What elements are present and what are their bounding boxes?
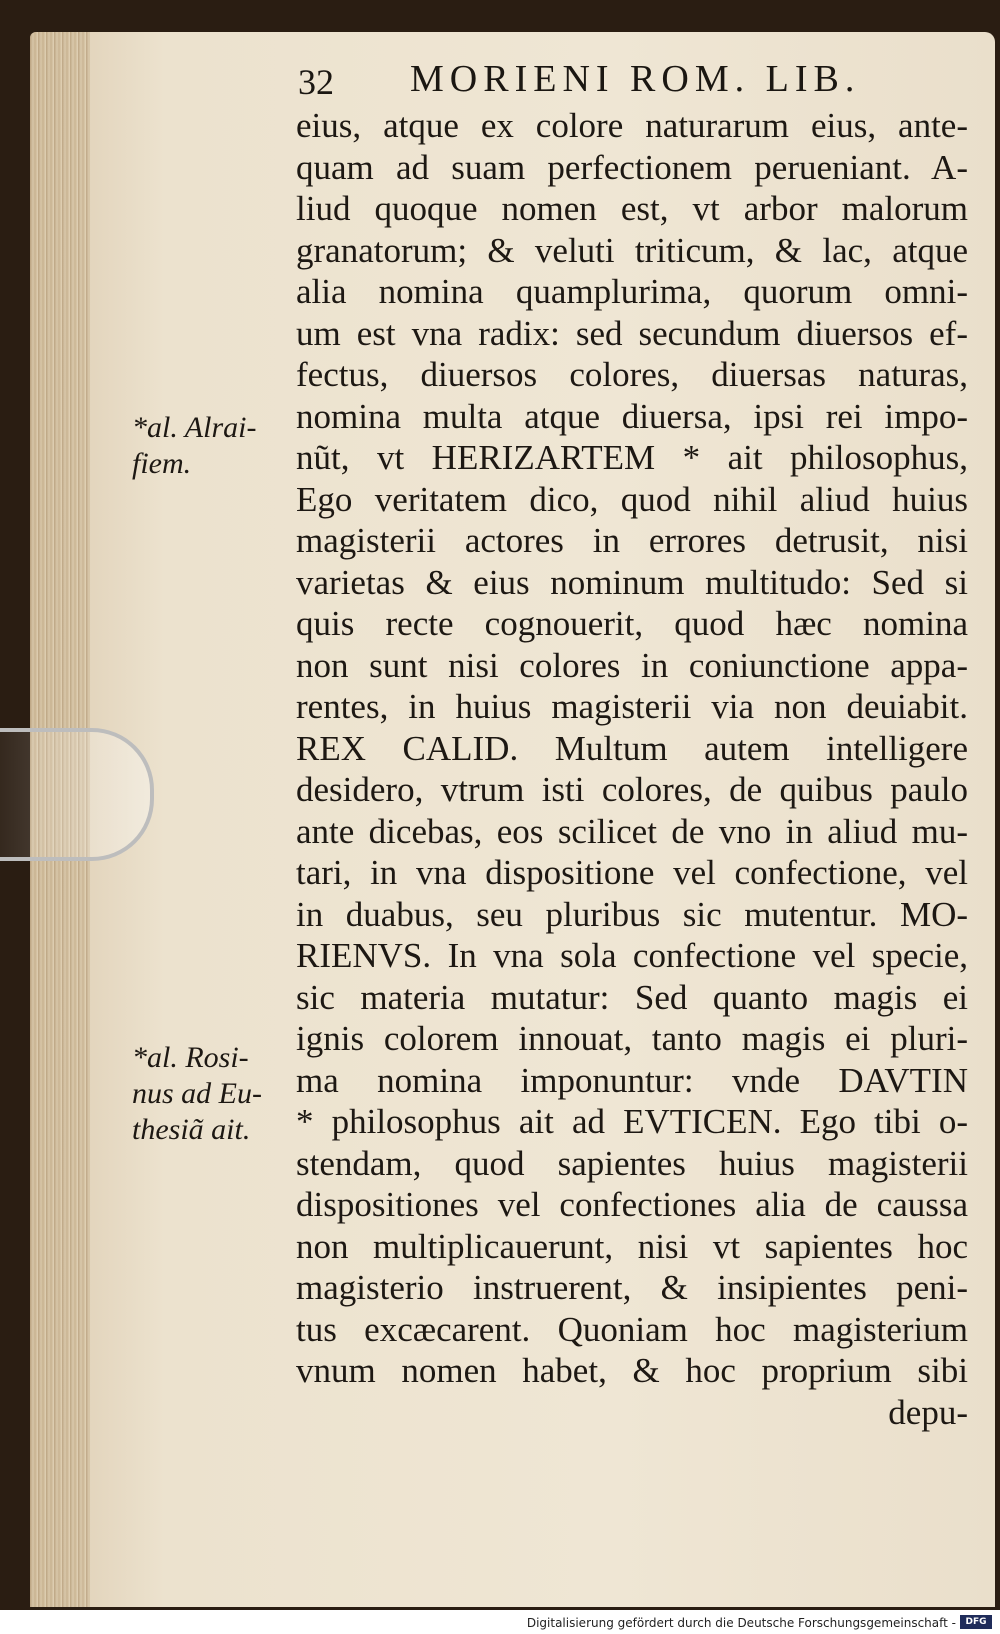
text-line: um est vna radix: sed secundum diuersos ef- [296, 313, 968, 353]
body-text [296, 105, 968, 1433]
text-line: quis recte cognouerit, quod hæc nomina [296, 604, 968, 643]
text-line: nomina multa atque diuersa, ipsi rei impo- [296, 396, 968, 436]
page-clip [0, 728, 154, 861]
text-line: tari, in vna dispositione vel confectione, vel [296, 853, 968, 892]
text-line: varietas & eius nominum multitudo: Sed si [296, 562, 968, 602]
text-line: Ego veritatem dico, quod nihil aliud huius [296, 479, 968, 519]
text-line: rentes, in huius magisterii via non deuiabit. [296, 687, 968, 726]
text-line: magisterio instruerent, & insipientes peni- [296, 1268, 968, 1307]
text-line: tus excæcarent. Quoniam hoc magisterium [296, 1309, 968, 1349]
text-line: ignis colorem innouat, tanto magis ei pluri- [296, 1019, 968, 1058]
page-number: 32 [298, 62, 334, 102]
text-line: stendam, quod sapientes huius magisterii [296, 1143, 968, 1183]
text-line: alia nomina quamplurima, quorum omni- [296, 272, 968, 311]
text-line: quam ad suam perfectionem perueniant. A- [296, 147, 968, 187]
text-line: magisterii actores in errores detrusit, nisi [296, 521, 968, 560]
text-line: REX CALID. Multum autem intelligere [296, 728, 968, 768]
text-line: * philosophus ait ad EVTICEN. Ego tibi o- [296, 1102, 968, 1141]
margin-note-line: *al. Alrai- [132, 411, 257, 444]
text-line: ma nomina imponuntur: vnde DAVTIN [296, 1060, 968, 1100]
text-line: vnum nomen habet, & hoc proprium sibi [296, 1351, 968, 1390]
text-line: eius, atque ex colore naturarum eius, ante- [296, 106, 968, 145]
text-line: desidero, vtrum isti colores, de quibus paulo [296, 770, 968, 809]
text-line: non sunt nisi colores in coniunctione appa- [296, 645, 968, 685]
running-title: MORIENI ROM. LIB. [410, 58, 861, 100]
text-line: sic materia mutatur: Sed quanto magis ei [296, 977, 968, 1017]
margin-note-line: *al. Rosi- [132, 1041, 249, 1074]
text-line: ante dicebas, eos scilicet de vno in aliud mu- [296, 811, 968, 851]
margin-note-line: thesiã ait. [132, 1113, 251, 1146]
margin-note-1 [132, 410, 256, 482]
text-line: in duabus, seu pluribus sic mutentur. MO- [296, 894, 968, 934]
text-line: RIENVS. In vna sola confectione vel specie, [296, 936, 968, 975]
text-line: liud quoque nomen est, vt arbor malorum [296, 189, 968, 228]
footer-bar [0, 1612, 1000, 1634]
margin-note-line: fiem. [132, 447, 192, 480]
dfg-logo: DFG [960, 1615, 992, 1629]
margin-note-2 [132, 1040, 262, 1148]
text-line: nũt, vt HERIZARTEM * ait philosophus, [296, 438, 968, 477]
page-header [298, 55, 978, 105]
footer-credit: Digitalisierung gefördert durch die Deutsche Forschungsgemeinschaft - [526, 1616, 956, 1630]
text-line: fectus, diuersos colores, diuersas naturas, [296, 355, 968, 394]
margin-note-line: nus ad Eu- [132, 1077, 262, 1110]
text-line: non multiplicauerunt, nisi vt sapientes hoc [296, 1226, 968, 1266]
text-line: granatorum; & veluti triticum, & lac, atque [296, 230, 968, 270]
text-line: depu- [888, 1392, 968, 1432]
text-line: dispositiones vel confectiones alia de caussa [296, 1185, 968, 1224]
